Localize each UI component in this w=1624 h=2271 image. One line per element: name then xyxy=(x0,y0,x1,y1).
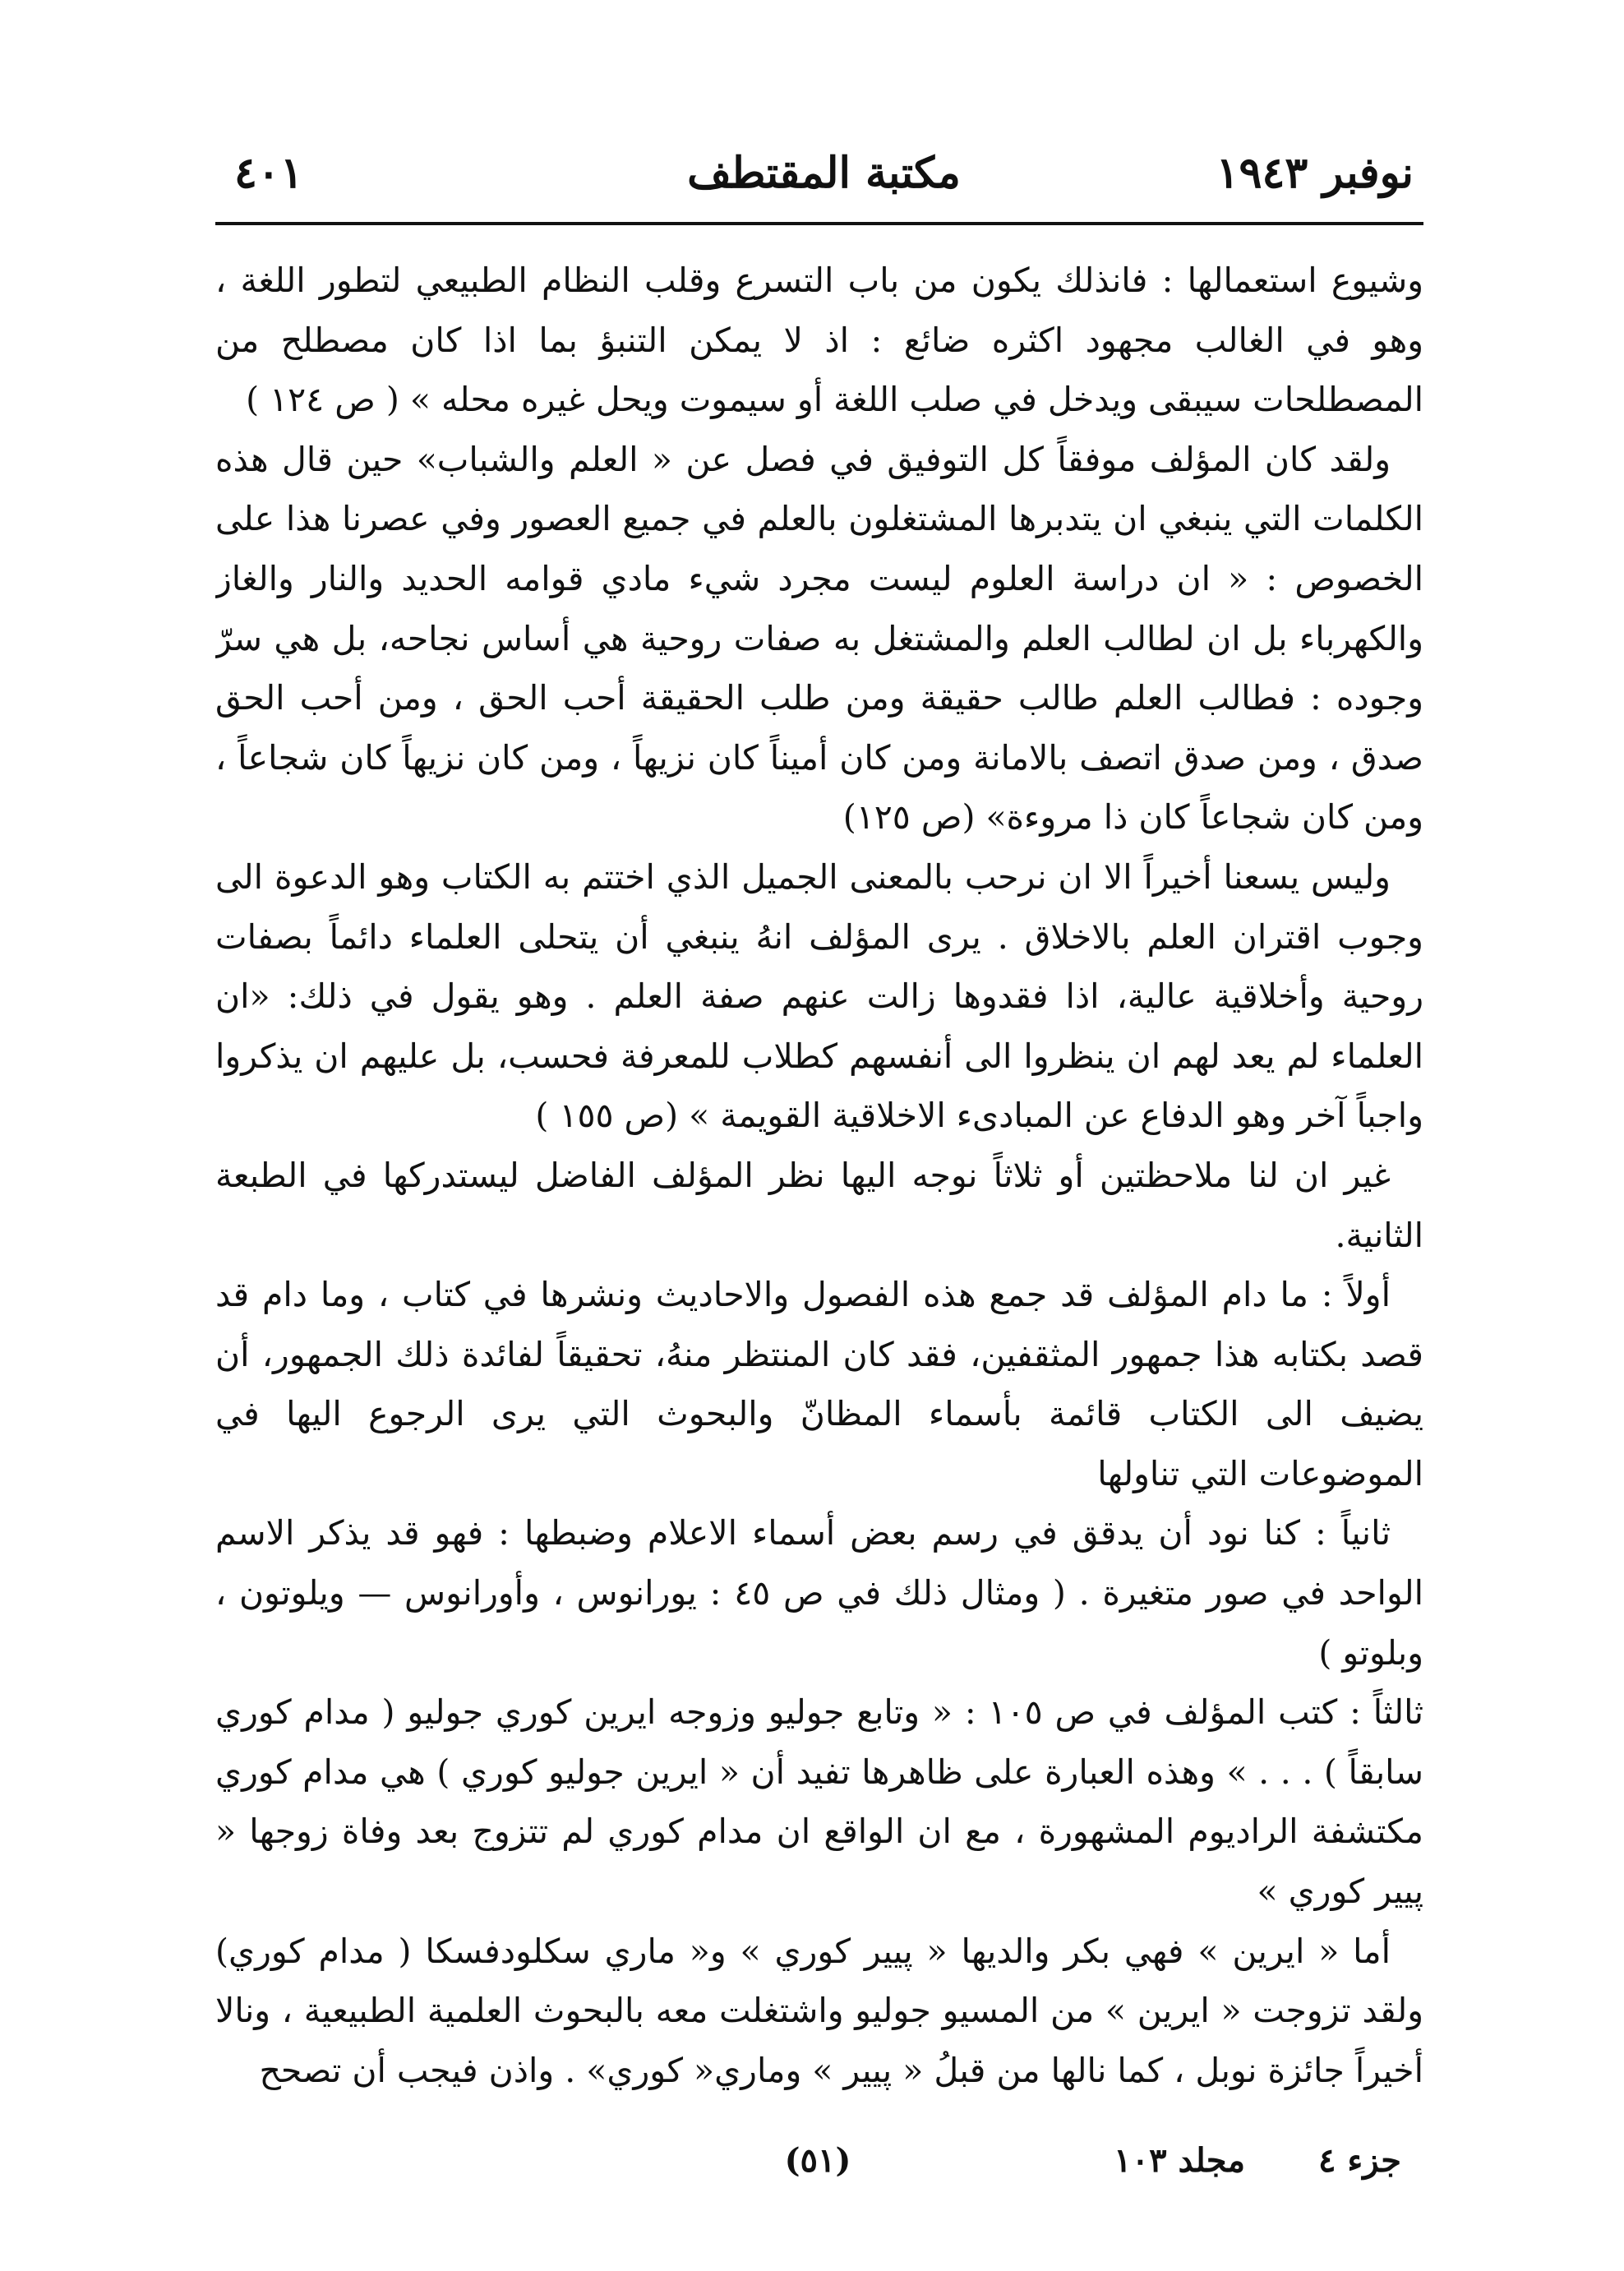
paragraph-4: غير ان لنا ملاحظتين أو ثلاثاً نوجه اليها نظر المؤلف الفاضل ليستدركها في الطبعة الثانية. xyxy=(215,1155,1423,1255)
paragraph-2: ولقد كان المؤلف موفقاً كل التوفيق في فصل عن « العلم والشباب» حين قال هذه الكلمات التي ينبغي ان يتدبرها المشتغلون بالعلم في جميع العصور وفي عصرنا هذا على الخصوص : « ان دراسة العلوم ليست مجرد شيء مادي قوامه الحديد والنار والغاز والكهرباء بل ان لطالب العلم والمشتغل به صفات روحية هي أساس نجاحه، بل هي سرّ وجوده : فطالب العلم طالب حقيقة ومن طلب الحقيقة أحب الحق ، ومن أحب الحق صدق ، ومن صدق اتصف بالامانة ومن كان أميناً كان نزيهاً ، ومن كان نزيهاً كان شجاعاً ، ومن كان شجاعاً كان ذا مروءة» (ص ١٢٥) xyxy=(215,439,1423,838)
article-body xyxy=(215,251,1423,2116)
paragraph-8: أما « ايرين » فهي بكر والديها « پيير كوري » و« ماري سكلودفسكا ( مدام كوري) ولقد تزوجت « ايرين » من المسيو جوليو واشتغلت معه بالبحوث العلمية الطبيعية ، ونالا أخيراً جائزة نوبل ، كما نالها من قبلُ « پيير » وماري« كوري» . واذن فيجب أن تصحح xyxy=(215,1931,1423,2090)
paragraph-5: أولاً : ما دام المؤلف قد جمع هذه الفصول والاحاديث ونشرها في كتاب ، وما دام قد قصد بكتابه هذا جمهور المثقفين، فقد كان المنتظر منهُ، تحقيقاً لفائدة ذلك الجمهور، أن يضيف الى الكتاب قائمة بأسماء المظانّ والبحوث التي يرى الرجوع اليها في الموضوعات التي تناولها xyxy=(215,1275,1423,1493)
paragraph-6: ثانياً : كنا نود أن يدقق في رسم بعض أسماء الاعلام وضبطها : فهو قد يذكر الاسم الواحد في صور متغيرة . ( ومثال ذلك في ص ٤٥ : يورانوس ، وأورانوس — ويلوتون ، وبلوتو ) xyxy=(215,1513,1423,1673)
footer-page-number: (٥١) xyxy=(784,2141,851,2180)
header-page-number: ٤٠١ xyxy=(234,148,303,198)
paragraph-1: وشيوع استعمالها : فانذلك يكون من باب التسرع وقلب النظام الطبيعي لتطور اللغة ، وهو في الغالب مجهود اكثره ضائع : اذ لا يمكن التنبؤ بما اذا كان مصطلح من المصطلحات سيبقى ويدخل في صلب اللغة أو سيموت ويحل غيره محله » ( ص ١٢٤ ) xyxy=(215,261,1423,420)
header-title: مكتبة المقتطف xyxy=(687,148,961,198)
running-header xyxy=(234,138,1414,212)
paragraph-7: ثالثاً : كتب المؤلف في ص ١٠٥ : « وتابع جوليو وزوجه ايرين كوري جوليو ( مدام كوري سابقاً ) . . . » وهذه العبارة على ظاهرها تفيد أن « ايرين جوليو كوري ) هي مدام كوري مكتشفة الراديوم المشهورة ، مع ان الواقع ان مدام كوري لم تتزوج بعد وفاة زوجها « پيير كوري » xyxy=(215,1692,1423,1912)
page-footer xyxy=(234,2141,1401,2207)
header-rule xyxy=(215,222,1423,225)
footer-volume: مجلد ١٠٣ xyxy=(1114,2141,1245,2180)
header-date: نوفبر ١٩٤٣ xyxy=(1216,148,1414,198)
paragraph-3: وليس يسعنا أخيراً الا ان نرحب بالمعنى الجميل الذي اختتم به الكتاب وهو الدعوة الى وجوب اقتران العلم بالاخلاق . يرى المؤلف انهُ ينبغي أن يتحلى العلماء دائماً بصفات روحية وأخلاقية عالية، اذا فقدوها زالت عنهم صفة العلم . وهو يقول في ذلك: «ان العلماء لم يعد لهم ان ينظروا الى أنفسهم كطلاب للمعرفة فحسب، بل عليهم ان يذكروا واجباً آخر وهو الدفاع عن المبادىء الاخلاقية القويمة » (ص ١٥٥ ) xyxy=(215,856,1423,1136)
footer-part: جزء ٤ xyxy=(1317,2141,1401,2180)
